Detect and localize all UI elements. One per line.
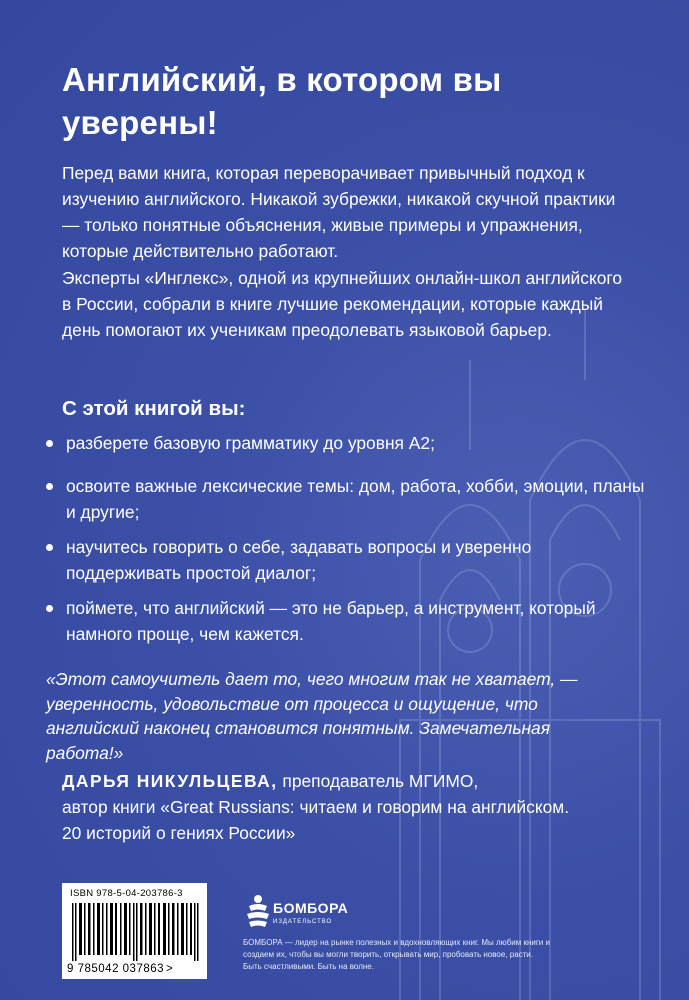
author-book-line: автор книги «Great Russians: читаем и говорим на английском.: [62, 797, 570, 817]
cathedral-background-illustration: [360, 300, 689, 1000]
author-role: преподаватель МГИМО,: [277, 771, 479, 791]
headline: Английский, в котором вы уверены!: [62, 61, 502, 141]
publisher-name: БОМБОРА: [273, 900, 349, 916]
quote-author: [62, 768, 662, 846]
list-item: освоите важные лексические темы: дом, работа, хобби, эмоции, планы и другие;: [46, 473, 646, 525]
bullet-icon: [46, 605, 53, 612]
barcode-icon: [72, 903, 199, 961]
testimonial-quote: «Этот самоучитель дает то, чего многим так не хватает, — уверенность, удовольствие от процесса и ощущение, что английский наконец становится понятным. Замечательная работа!»: [46, 669, 578, 763]
publisher-subtitle: ИЗДАТЕЛЬСТВО: [273, 919, 333, 925]
author-name: ДАРЬЯ НИКУЛЬЦЕВА,: [62, 771, 278, 791]
list-item: научитесь говорить о себе, задавать вопросы и уверенно поддерживать простой диалог;: [46, 534, 646, 586]
barcode-number: 9 785042 037863 >: [67, 963, 174, 975]
bullet-icon: [46, 440, 53, 447]
author-book-line: 20 историй о гениях России»: [62, 823, 296, 843]
list-item: поймете, что английский — это не барьер, а инструмент, который намного проще, чем кажется.: [46, 595, 646, 647]
bullet-icon: [46, 483, 53, 490]
benefits-heading: С этой книгой вы:: [62, 397, 246, 420]
barcode-panel: [62, 883, 207, 979]
publisher-tagline: БОМБОРА — лидер на рынке полезных и вдохновляющих книг. Мы любим книги и создаем их, чтобы вы могли творить, открывать мир, пробовать новое, расти. Быть счастливыми. Быть на волне.: [243, 938, 550, 971]
intro-paragraph-2: Эксперты «Инглекс», одной из крупнейших онлайн-школ английского в России, собрали в книге лучшие рекомендации, которые каждый день помогают их ученикам преодолевать языковой барьер.: [62, 268, 623, 340]
bullet-icon: [46, 544, 53, 551]
list-item: разберете базовую грамматику до уровня А2;: [46, 430, 646, 456]
isbn-text: ISBN 978-5-04-203786-3: [70, 888, 183, 899]
intro-paragraph-1: Перед вами книга, которая переворачивает привычный подход к изучению английского. Никакой зубрежки, никакой скучной практики — только понятные объяснения, живые примеры и упражнения, которые действительно работают.: [62, 163, 616, 261]
benefits-list: [46, 430, 646, 647]
